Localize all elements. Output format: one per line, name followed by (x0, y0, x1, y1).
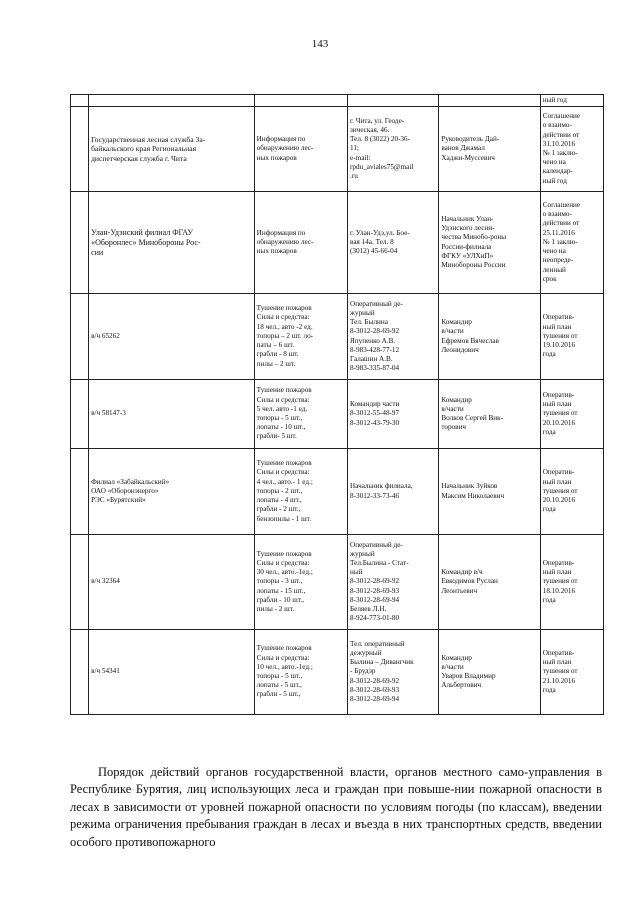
agreement-cell: Оператив- ный план тушения от 18.10.2016 года (540, 535, 603, 630)
table-row (71, 192, 604, 294)
head-cell (439, 95, 540, 107)
contacts-cell: г. Чита, ул. Геодe- зическая, 46. Тел. 8 (3022) 20-36- 11; e-mail: rpdu_aviales75@mail .ru (348, 107, 439, 192)
organization-cell: в/ч 65262 (89, 294, 255, 380)
agreement-cell: Оператив- ный план тушения от 20.10.2016 года (540, 380, 603, 449)
row-number-cell (71, 294, 89, 380)
contacts-cell: Начальник филиала, 8-3012-33-73-46 (348, 449, 439, 535)
contacts-cell: Оперативный де- журный Тел. Былина 8-3012-28-69-92 Япупенко А.В. 8-983-428-77-12 Галашин А.В. 8-983-335-87-04 (348, 294, 439, 380)
table-row (71, 380, 604, 449)
head-cell: Командир в/части Волков Сергей Вик- торович (439, 380, 540, 449)
head-cell: Командир в/ч Евкодимов Руслан Леонтьевич (439, 535, 540, 630)
contacts-cell: Командир части 8-3012-55-48-97 8-3012-43-79-30 (348, 380, 439, 449)
activity-cell: Тушение пожаров Силы и средства: 30 чел., авто.-1ед.; топоры - 3 шт., лопаты - 15 шт., грабли - 10 шт., пилы - 2 шт. (254, 535, 347, 630)
row-number-cell (71, 630, 89, 715)
head-cell: Командир в/части Ефремов Вячеслав Леонидович (439, 294, 540, 380)
row-number-cell (71, 107, 89, 192)
organization-cell: Государственная лесная служба За- байкальского края Региональная диспетчерская служба г. Чита (89, 107, 255, 192)
activity-cell: Информация по обнаружению лес- ных пожаров (254, 107, 347, 192)
organization-cell: Филиал «Забайкальский» ОАО «Оборонэнерго» РЭС «Бурятский» (89, 449, 255, 535)
activity-cell: Тушение пожаров Силы и средства: 10 чел., авто.-1ед.; топоры - 5 шт., лопаты - 5 шт., грабли - 5 шт., (254, 630, 347, 715)
row-number-cell (71, 192, 89, 294)
contacts-cell (348, 95, 439, 107)
activity-cell: Тушение пожаров Силы и средства: 4 чел., авто.- 1 ед.; топоры - 2 шт., лопаты - 4 шт., грабли - 2 шт., бензопилы - 1 шт. (254, 449, 347, 535)
table-row (71, 107, 604, 192)
row-number-cell (71, 95, 89, 107)
agreement-cell: Оператив- ный план тушения от 21.10.2016 года (540, 630, 603, 715)
contacts-cell: Оперативный де- журный Тел.Былина - Стат- ный 8-3012-28-69-92 8-3012-28-69-93 8-3012-28-69-94 Беляев Л.Н. 8-924-773-01-80 (348, 535, 439, 630)
organization-cell: Улан-Удэнский филиал ФГАУ «Оборонлес» Минобороны Рос- сии (89, 192, 255, 294)
agreement-cell: Соглашение о взаимо- действии от 31.10.2016 № 1 заклю- чено на календар- ный год (540, 107, 603, 192)
contacts-cell: г. Улан-Удэ,ул. Бое- вая 14а. Тел. 8 (3012) 45-66-04 (348, 192, 439, 294)
agreement-cell: Оператив- ный план тушения от 20.10.2016 года (540, 449, 603, 535)
organization-cell: в/ч 32364 (89, 535, 255, 630)
row-number-cell (71, 380, 89, 449)
row-number-cell (71, 535, 89, 630)
organization-cell (89, 95, 255, 107)
contacts-table (70, 94, 604, 715)
activity-cell: Информация по обнаружению лес- ных пожаров (254, 192, 347, 294)
head-cell: Начальник Улан- Удэнского лесни- чества Минобо-роны России-филиала ФГКУ «УЛХиП» Минобороны России (439, 192, 540, 294)
agreement-cell: Оператив- ный план тушения от 19.10.2016 года (540, 294, 603, 380)
activity-cell: Тушение пожаров Силы и средства: 18 чел., авто -2 ед. топоры – 2 шт. ло- паты – 6 шт. грабли - 8 шт. пилы – 2 шт. (254, 294, 347, 380)
table-row (71, 294, 604, 380)
contacts-cell: Тел. оперативный дежурный Былина – Дивангчик - Брудэр 8-3012-28-69-92 8-3012-28-69-93 8-3012-28-69-94 (348, 630, 439, 715)
activity-cell: Тушение пожаров Силы и средства: 5 чел. авто -1 ед. топоры - 5 шт., лопаты - 10 шт., грабли- 5 шт. (254, 380, 347, 449)
organization-cell: в/ч 54341 (89, 630, 255, 715)
table-row (71, 535, 604, 630)
organization-cell: в/ч 58147-3 (89, 380, 255, 449)
row-number-cell (71, 449, 89, 535)
activity-cell (254, 95, 347, 107)
agreement-cell: ный год (540, 95, 603, 107)
table-row (71, 95, 604, 107)
page-number: 143 (311, 38, 329, 50)
head-cell: Начальник Зуйков Максим Николаевич (439, 449, 540, 535)
body-paragraph: Порядок действий органов государственной власти, органов местного само-управления в Республике Бурятия, лиц использующих леса и граждан при повыше-нии пожарной опасности в лесах в зависимости от уровней пожарной опасности по условиям погоды (по классам), введении режима ограничения пребывания граждан в лесах и въезда в них транспортных средств, введении особого противопожарного (70, 765, 602, 849)
head-cell: Командир в/части Уваров Владимир Альбертович (439, 630, 540, 715)
table-row (71, 630, 604, 715)
head-cell: Руководитель Дай- ванов Джамал Хаджи-Муссевич (439, 107, 540, 192)
table-row (71, 449, 604, 535)
agreement-cell: Соглашение о взаимо- действии от 25.11.2016 № 1 заклю- чено на неопреде- ленный срок (540, 192, 603, 294)
